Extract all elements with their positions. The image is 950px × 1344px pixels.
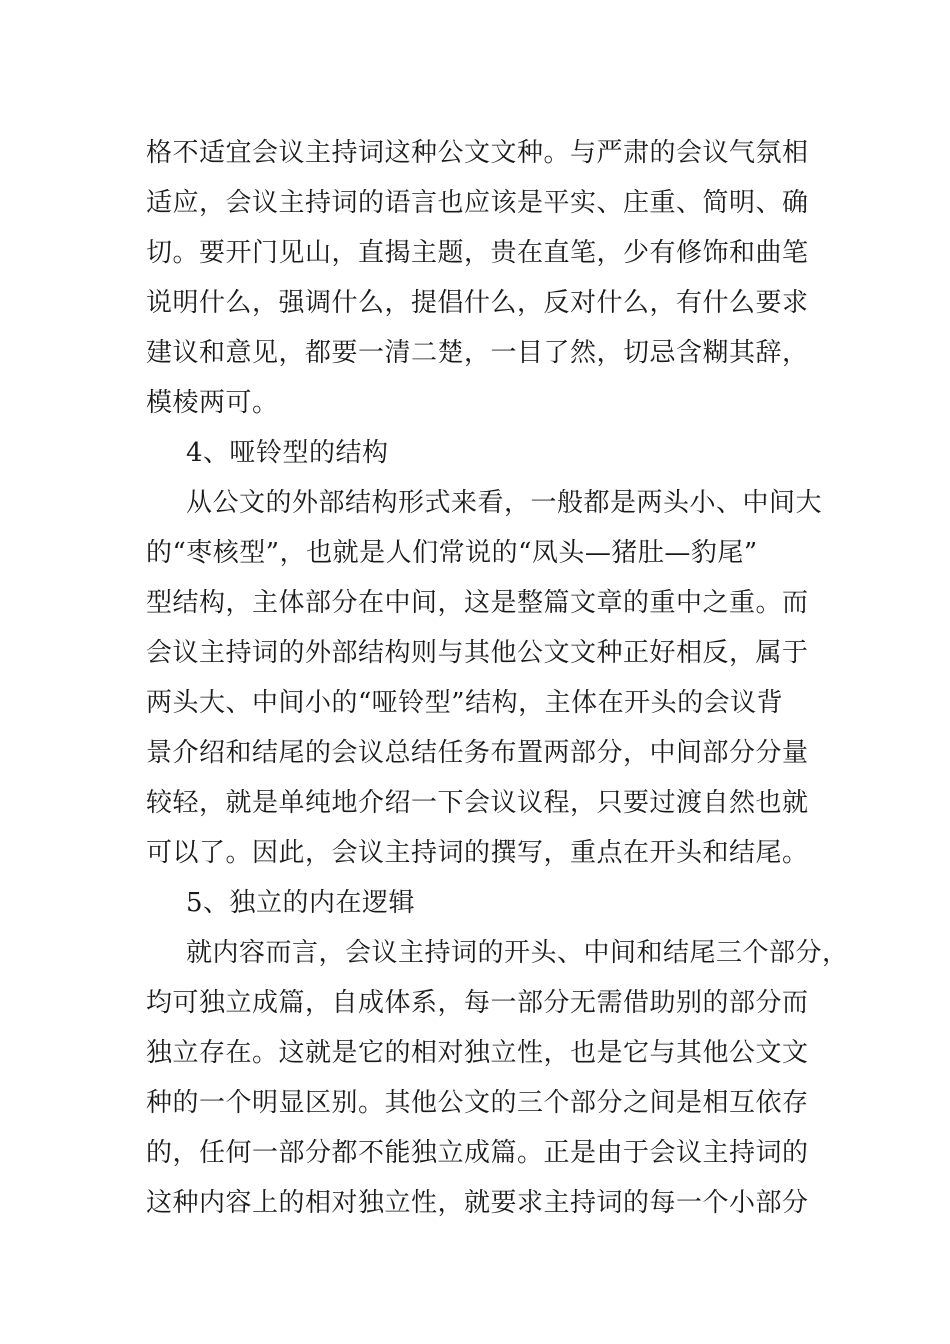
text-line: 独立存在。这就是它的相对独立性，也是它与其他公文文 (146, 1038, 809, 1068)
text-line: 会议主持词的外部结构则与其他公文文种正好相反，属于 (146, 638, 809, 668)
text-line: 的，任何一部分都不能独立成篇。正是由于会议主持词的 (146, 1138, 809, 1168)
text-line: 说明什么，强调什么，提倡什么，反对什么，有什么要求 (146, 288, 809, 318)
section-heading: 5、独立的内在逻辑 (186, 888, 416, 918)
text-line: 可以了。因此，会议主持词的撰写，重点在开头和结尾。 (146, 838, 809, 868)
text-line: 均可独立成篇，自成体系，每一部分无需借助别的部分而 (146, 988, 809, 1018)
text-line: 景介绍和结尾的会议总结任务布置两部分，中间部分分量 (146, 738, 809, 768)
text-line: 这种内容上的相对独立性，就要求主持词的每一个小部分 (146, 1188, 809, 1218)
text-line: 切。要开门见山，直揭主题，贵在直笔，少有修饰和曲笔 (146, 238, 809, 268)
text-line: 两头大、中间小的“哑铃型”结构，主体在开头的会议背 (146, 688, 784, 718)
text-line: 的“枣核型”，也就是人们常说的“凤头—猪肚—豹尾” (146, 538, 758, 568)
text-line: 建议和意见，都要一清二楚，一目了然，切忌含糊其辞， (146, 338, 809, 368)
text-line: 模棱两可。 (146, 388, 279, 418)
document-body (146, 128, 849, 1228)
text-line: 就内容而言，会议主持词的开头、中间和结尾三个部分， (186, 938, 849, 968)
text-line: 格不适宜会议主持词这种公文文种。与严肃的会议气氛相 (146, 138, 809, 168)
section-heading: 4、哑铃型的结构 (186, 438, 389, 468)
text-line: 从公文的外部结构形式来看，一般都是两头小、中间大 (186, 488, 823, 518)
text-line: 适应，会议主持词的语言也应该是平实、庄重、简明、确 (146, 188, 809, 218)
text-line: 型结构，主体部分在中间，这是整篇文章的重中之重。而 (146, 588, 809, 618)
text-line: 较轻，就是单纯地介绍一下会议议程，只要过渡自然也就 (146, 788, 809, 818)
text-line: 种的一个明显区别。其他公文的三个部分之间是相互依存 (146, 1088, 809, 1118)
